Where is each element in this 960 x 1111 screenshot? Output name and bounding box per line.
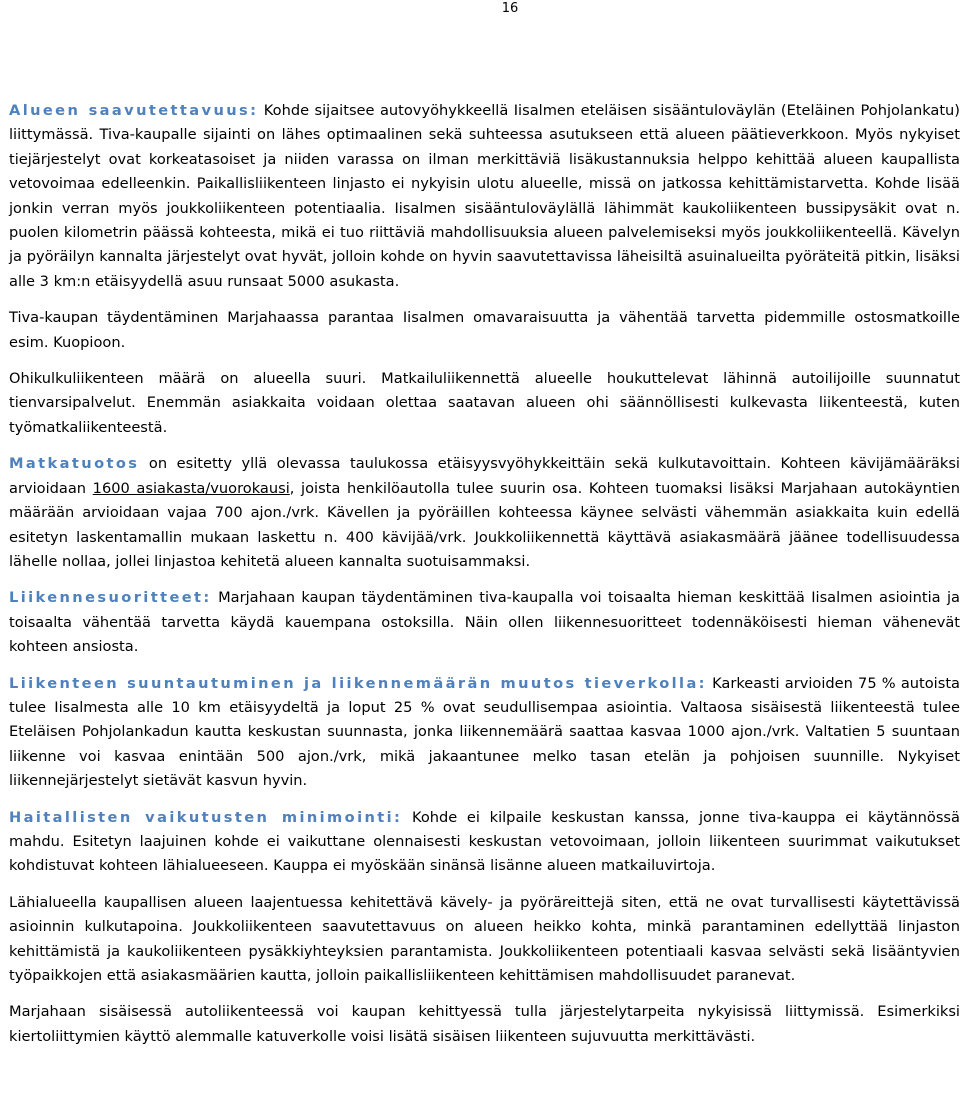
heading-trip-generation: Matkatuotos	[9, 455, 140, 473]
paragraph-walking-cycling	[9, 891, 960, 989]
page-number: 16	[501, 1, 519, 16]
paragraph-through-traffic	[9, 367, 960, 440]
paragraph-traffic-direction	[9, 672, 960, 794]
document-body	[9, 99, 960, 1049]
paragraph-text: Ohikulkuliikenteen määrä on alueella suuri. Matkailuliikennettä alueelle houkuttelevat lähinnä autoilijoille suunnatut tienvarsipalvelut. Enemmän asiakkaita voidaan olettaa saatavan alueen ohi säännöllisesti kulkevasta liikenteestä, kuten työmatkaliikenteestä.	[9, 370, 960, 436]
paragraph-text: Karkeasti arvioiden 75 % autoista tulee Iisalmesta alle 10 km etäisyydeltä ja loput 25 % ovat seudullisempaa asiointia. Valtaosa sisäisestä liikenteestä tulee Eteläisen Pohjolankadun kautta keskustan suunnasta, jonka liikennemäärä saattaa kasvaa 1000 ajon./vrk. Valtatien 5 suuntaan liikenne voi kasvaa enintään 500 ajon./vrk, mikä jakaantunee melko tasan etelän ja pohjoisen suunnille. Nykyiset liikennejärjestelyt sietävät kasvun hyvin.	[9, 674, 960, 790]
visitor-count-underlined: 1600 asiakasta/vuorokausi	[92, 479, 290, 497]
paragraph-text: Kohde sijaitsee autovyöhykkeellä Iisalmen eteläisen sisääntuloväylän (Eteläinen Pohjolankatu) liittymässä. Tiva-kaupalle sijainti on lähes optimaalinen sekä suhteessa asutukseen että alueen päätieverkkoon. Myös nykyiset tiejärjestelyt ovat korkeatasoiset ja niiden varassa on ilman merkittäviä lisäkustannuksia helppo kehittää alueen kaupallista vetovoimaa edelleenkin. Paikallisliikenteen linjasto ei nykyisin ulotu alueelle, missä on jatkossa kehittämistarvetta. Kohde lisää jonkin verran myös joukkoliikenteen potentiaalia. Iisalmen sisääntuloväylällä lähimmät kaukoliikenteen bussipysäkit ovat n. puolen kilometrin päässä kohteesta, mikä ei tuo riittäviä mahdollisuuksia alueen palvelemiseksi myös joukkoliikenteellä. Kävelyn ja pyöräilyn kannalta järjestelyt ovat hyvät, jolloin kohde on hyvin saavutettavissa läheisiltä asuinalueilta pyöräteitä pitkin, lisäksi alle 3 km:n etäisyydellä asuu runsaat 5000 asukasta.	[9, 102, 960, 290]
paragraph-trip-generation	[9, 452, 960, 574]
paragraph-text: Marjahaan kaupan täydentäminen tiva-kaupalla voi toisaalta hieman keskittää Iisalmen asiointia ja toisaalta vähentää tarvetta käydä kauempana ostoksilla. Näin ollen liikennesuoritteet todennäköisesti hieman vähenevät kohteen ansiosta.	[9, 589, 960, 656]
paragraph-text: Tiva-kaupan täydentäminen Marjahaassa parantaa Iisalmen omavaraisuutta ja vähentää tarvetta pidemmille ostosmatkoille esim. Kuopioon.	[9, 309, 960, 351]
paragraph-accessibility	[9, 99, 960, 294]
heading-traffic-performance: Liikennesuoritteet:	[9, 589, 212, 607]
paragraph-internal-traffic	[9, 1000, 960, 1049]
paragraph-self-sufficiency	[9, 306, 960, 355]
paragraph-text: Lähialueella kaupallisen alueen laajentuessa kehitettävä kävely- ja pyöräreittejä siten, että ne ovat turvallisesti käytettävissä asioinnin kulkutapoina. Joukkoliikenteen saavutettavuus on alueen heikko kohta, minkä parantaminen edellyttää linjaston kehittämistä ja kaukoliikenteen pysäkkiyhteyksien parantamista. Joukkoliikenteen potentiaali kasvaa selvästi sekä lisääntyvien työpaikkojen että asiakasmäärien kautta, jolloin paikallisliikenteen kehittämisen mahdollisuudet paranevat.	[9, 893, 960, 984]
paragraph-text: Kohde ei kilpaile keskustan kanssa, jonne tiva-kauppa ei käytännössä mahdu. Esitetyn laajuinen kohde ei vaikuttane olennaisesti keskustan vetovoimaan, jolloin liikenteen suurimmat vaikutukset kohdistuvat kohteen lähialueeseen. Kauppa ei myöskään sinänsä lisänne alueen matkailuvirtoja.	[9, 808, 960, 875]
heading-harm-minimization: Haitallisten vaikutusten minimointi:	[9, 808, 403, 826]
paragraph-text: on esitetty yllä olevassa taulukossa etäisyysvyöhykkeittäin sekä kulkutavoittain. Kohteen kävijämääräksi arvioidaan	[9, 455, 960, 497]
paragraph-traffic-performance	[9, 586, 960, 659]
heading-traffic-direction: Liikenteen suuntautuminen ja liikennemäärän muutos tieverkolla:	[9, 674, 707, 692]
paragraph-text: , joista henkilöautolla tulee suurin osa. Kohteen tuomaksi lisäksi Marjahaan autokäyntien määrään arvioidaan vajaa 700 ajon./vrk. Kävellen ja pyöräillen kohteessa käynee selvästi vähemmän asiakkaita kuin edellä esitetyn laskentamallin mukaan laskettu n. 400 kävijää/vrk. Joukkoliikennettä käyttävä asiakasmäärä jäänee todellisuudessa lähelle nollaa, jollei linjastoa kehitetä alueen kannalta suotuisammaksi.	[9, 479, 960, 570]
paragraph-harm-minimization	[9, 806, 960, 879]
paragraph-text: Marjahaan sisäisessä autoliikenteessä voi kaupan kehittyessä tulla järjestelytarpeita nykyisissä liittymissä. Esimerkiksi kiertoliittymien käyttö alemmalle katuverkolle voisi lisätä sisäisen liikenteen sujuvuutta merkittävästi.	[9, 1003, 960, 1045]
heading-accessibility: Alueen saavutettavuus:	[9, 102, 259, 119]
